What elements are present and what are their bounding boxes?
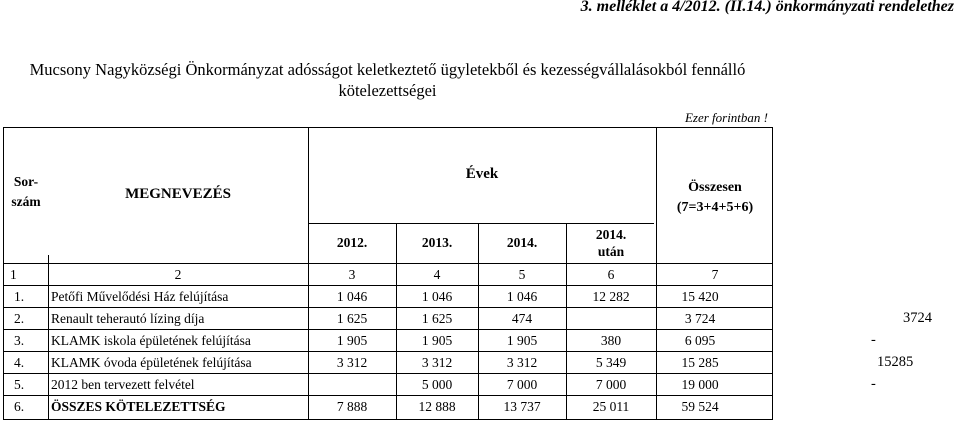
cell-y2012: 3 312 (336, 355, 368, 370)
obligations-table (3, 127, 773, 420)
cell-y2013: 12 888 (418, 399, 456, 414)
cell-y2013: 5 000 (421, 377, 453, 392)
index-cell: 2 (174, 267, 182, 282)
cell-y2014: 7 000 (506, 377, 538, 392)
divider (478, 223, 479, 419)
col-header-2013: 2013. (421, 235, 453, 250)
cell-y2014: 1 046 (506, 289, 538, 304)
cell-no: 6. (14, 399, 25, 414)
cell-y2012: 1 905 (336, 333, 368, 348)
index-cell: 1 (10, 267, 17, 282)
divider (308, 128, 309, 419)
cell-no: 1. (14, 289, 25, 304)
cell-total: 6 095 (684, 333, 716, 348)
cell-y2013: 1 046 (421, 289, 453, 304)
index-cell: 5 (518, 267, 526, 282)
cell-total: 59 524 (681, 399, 719, 414)
col-header-2012: 2012. (336, 235, 368, 250)
cell-y2014: 474 (511, 311, 533, 326)
cell-name: Petőfi Művelődési Ház felújítása (51, 289, 229, 304)
col-header-sorszam: Sor- szám (11, 174, 41, 209)
cell-y2013: 1 905 (421, 333, 453, 348)
col-header-2014: 2014. (506, 235, 538, 250)
index-cell: 4 (433, 267, 441, 282)
cell-name: 2012 ben tervezett felvétel (51, 377, 195, 392)
index-cell: 7 (711, 267, 719, 282)
cell-y2013: 3 312 (421, 355, 453, 370)
divider (396, 223, 397, 419)
cell-total: 15 285 (681, 355, 719, 370)
cell-no: 5. (14, 377, 25, 392)
outside-note: - (871, 376, 876, 392)
col-header-2014-after: 2014. után (595, 227, 627, 259)
unit-note: Ezer forintban ! (684, 110, 768, 125)
cell-name: ÖSSZES KÖTELEZETTSÉG (51, 399, 226, 414)
divider (308, 223, 654, 224)
cell-total: 3 724 (684, 311, 716, 326)
cell-name: Renault teherautó lízing díja (51, 311, 205, 326)
cell-y2014: 13 737 (503, 399, 541, 414)
outside-note: - (871, 332, 876, 348)
outside-note: 15285 (877, 354, 914, 370)
outside-note: 3724 (903, 310, 932, 326)
document-title: Mucsony Nagyközségi Önkormányzat adósságot keletkeztető ügyletekből és kezességvállalásokból fennálló (29, 60, 746, 79)
document-title-line2: kötelezettségei (338, 81, 437, 100)
cell-y2012: 1 625 (336, 311, 368, 326)
cell-y2013: 1 625 (421, 311, 453, 326)
col-header-osszesen: Összesen (7=3+4+5+6) (676, 180, 754, 215)
cell-after: 380 (600, 333, 622, 348)
cell-name: KLAMK óvoda épületének felújítása (51, 355, 252, 370)
cell-y2012: 7 888 (336, 399, 368, 414)
index-cell: 3 (348, 267, 356, 282)
cell-y2012: 1 046 (336, 289, 368, 304)
cell-total: 15 420 (681, 289, 719, 304)
cell-no: 2. (14, 311, 25, 326)
col-header-evek: Évek (465, 166, 499, 182)
cell-after: 5 349 (595, 355, 627, 370)
cell-no: 4. (14, 355, 25, 370)
col-header-megnevezes: MEGNEVEZÉS (125, 186, 231, 202)
cell-after: 7 000 (595, 377, 627, 392)
annex-reference: 3. melléklet a 4/2012. (II.14.) önkormányzati rendelethez (580, 0, 954, 15)
divider (566, 223, 567, 419)
cell-no: 3. (14, 333, 25, 348)
cell-name: KLAMK iskola épületének felújítása (51, 333, 251, 348)
index-cell: 6 (607, 267, 615, 282)
cell-total: 19 000 (681, 377, 719, 392)
cell-y2014: 3 312 (506, 355, 538, 370)
cell-after: 12 282 (592, 289, 630, 304)
cell-y2014: 1 905 (506, 333, 538, 348)
divider (656, 128, 657, 419)
cell-after: 25 011 (592, 399, 630, 414)
divider (48, 255, 49, 419)
